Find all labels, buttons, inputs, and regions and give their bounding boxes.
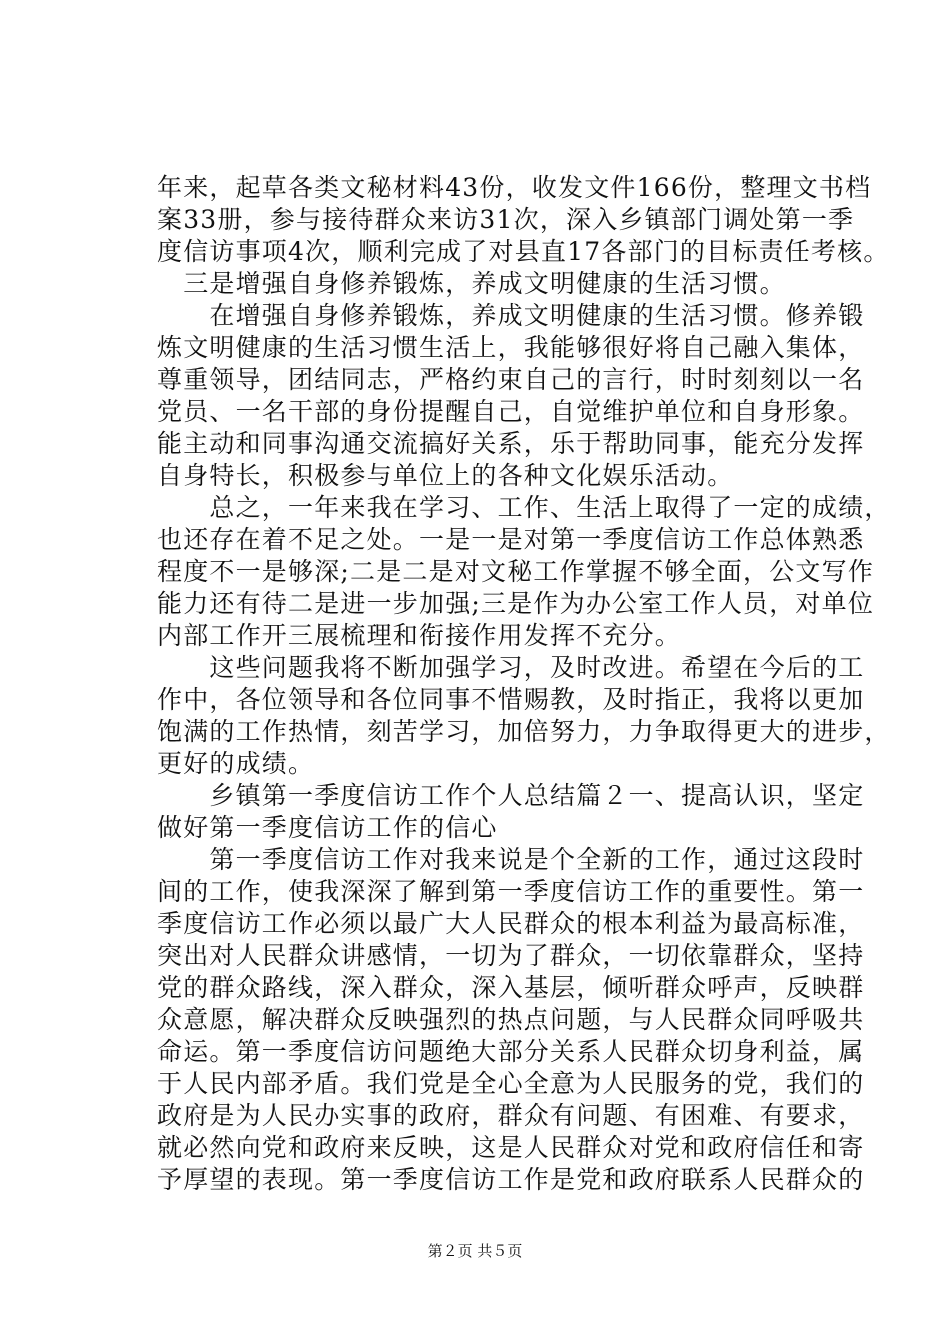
- text-line: 做好第一季度信访工作的信心: [157, 813, 498, 842]
- page-number-footer: 第２页 共５页: [427, 1242, 523, 1260]
- text-line: 党的群众路线，深入群众，深入基层，倾听群众呼声，反映群: [157, 973, 865, 1002]
- text-line: 案33册，参与接待群众来访31次，深入乡镇部门调处第一季: [157, 205, 855, 234]
- text-line: 政府是为人民办实事的政府，群众有问题、有困难、有要求，: [157, 1101, 865, 1130]
- text-line: 能力还有待二是进一步加强;三是作为办公室工作人员，对单位: [157, 589, 875, 618]
- text-line: 予厚望的表现。第一季度信访工作是党和政府联系人民群众的: [157, 1165, 865, 1194]
- text-line: 内部工作开三展梳理和衔接作用发挥不充分。: [157, 621, 682, 650]
- text-line: 三是增强自身修养锻炼，养成文明健康的生活习惯。: [157, 269, 786, 298]
- text-line: 于人民内部矛盾。我们党是全心全意为人民服务的党，我们的: [157, 1069, 865, 1098]
- text-line: 炼文明健康的生活习惯生活上，我能够很好将自己融入集体，: [157, 333, 865, 362]
- text-line: 程度不一是够深;二是二是对文秘工作掌握不够全面，公文写作: [157, 557, 875, 586]
- text-line: 众意愿，解决群众反映强烈的热点问题，与人民群众同呼吸共: [157, 1005, 865, 1034]
- text-line: 作中，各位领导和各位同事不惜赐教，及时指正，我将以更加: [157, 685, 865, 714]
- text-line: 这些问题我将不断加强学习，及时改进。希望在今后的工: [157, 653, 865, 682]
- text-line: 自身特长，积极参与单位上的各种文化娱乐活动。: [157, 461, 734, 490]
- text-line: 年来，起草各类文秘材料43份，收发文件166份，整理文书档: [157, 173, 872, 202]
- text-line: 更好的成绩。: [157, 749, 315, 778]
- text-line: 也还存在着不足之处。一是一是对第一季度信访工作总体熟悉: [157, 525, 865, 554]
- text-line: 饱满的工作热情，刻苦学习，加倍努力，力争取得更大的进步，: [157, 717, 891, 746]
- paragraph-block-main: [157, 268, 891, 1196]
- text-line: 命运。第一季度信访问题绝大部分关系人民群众切身利益，属: [157, 1037, 865, 1066]
- text-line: 间的工作，使我深深了解到第一季度信访工作的重要性。第一: [157, 877, 865, 906]
- text-line: 尊重领导，团结同志，严格约束自己的言行，时时刻刻以一名: [157, 365, 865, 394]
- text-line: 总之，一年来我在学习、工作、生活上取得了一定的成绩，: [157, 493, 891, 522]
- text-line: 季度信访工作必须以最广大人民群众的根本利益为最高标准，: [157, 909, 865, 938]
- text-line: 能主动和同事沟通交流搞好关系，乐于帮助同事，能充分发挥: [157, 429, 865, 458]
- text-line: 度信访事项4次，顺利完成了对县直17各部门的目标责任考核。: [157, 237, 890, 266]
- text-line: 党员、一名干部的身份提醒自己，自觉维护单位和自身形象。: [157, 397, 865, 426]
- text-line: 就必然向党和政府来反映，这是人民群众对党和政府信任和寄: [157, 1133, 865, 1162]
- text-line: 第一季度信访工作对我来说是个全新的工作，通过这段时: [157, 845, 865, 874]
- text-line: 在增强自身修养锻炼，养成文明健康的生活习惯。修养锻: [157, 301, 865, 330]
- text-line: 乡镇第一季度信访工作个人总结篇２一、提高认识，坚定: [157, 781, 865, 810]
- paragraph-block-top: [157, 172, 890, 268]
- text-line: 突出对人民群众讲感情，一切为了群众，一切依靠群众，坚持: [157, 941, 865, 970]
